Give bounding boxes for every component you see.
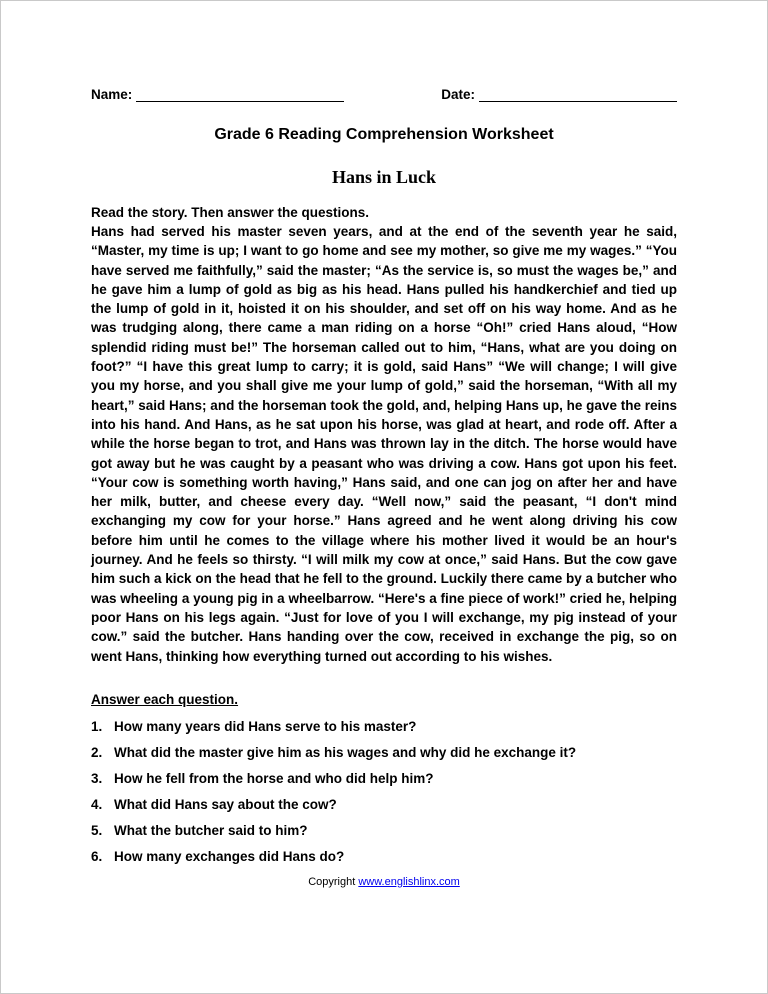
name-date-row — [91, 87, 677, 102]
question-number: 2. — [91, 744, 103, 760]
question-text: How he fell from the horse and who did help him? — [114, 770, 434, 786]
date-field — [441, 87, 677, 102]
question-number: 3. — [91, 770, 103, 786]
question-text: What the butcher said to him? — [114, 822, 308, 838]
date-label: Date: — [441, 87, 475, 102]
question-text: How many years did Hans serve to his master? — [114, 718, 417, 734]
footer — [91, 876, 677, 888]
question-item — [91, 798, 677, 812]
copyright-label: Copyright — [308, 875, 359, 888]
date-blank-line — [479, 87, 677, 102]
question-item — [91, 720, 677, 734]
worksheet-title: Grade 6 Reading Comprehension Worksheet — [214, 126, 554, 143]
story-title: Hans in Luck — [331, 167, 437, 187]
questions-heading: Answer each question. — [91, 691, 239, 707]
question-number: 1. — [91, 718, 103, 734]
question-item — [91, 824, 677, 838]
name-blank-line — [136, 87, 344, 102]
question-item — [91, 772, 677, 786]
instructions-text: Read the story. Then answer the questions. — [91, 205, 370, 220]
question-number: 5. — [91, 822, 103, 838]
question-text: How many exchanges did Hans do? — [114, 848, 345, 864]
question-text: What did the master give him as his wages and why did he exchange it? — [114, 744, 577, 760]
question-item — [91, 746, 677, 760]
question-number: 6. — [91, 848, 103, 864]
story-text: Hans had served his master seven years, and at the end of the seventh year he said, “Master, my time is up; I want to go home and see my mother, so give me my wages.” “You have served me faithfully,” said the master; “As the service is, so must the wages be,” and he gave him a lump of gold as big as his head. Hans pulled his handkerchief and tied up the lump of gold in it, hoisted it on his shoulder, and set off on his way home. And as he was trudging along, there came a man riding on a horse “Oh!” cried Hans aloud, “How splendid riding must be!” The horseman called out to him, “Hans, what are you doing on foot?” “I have this great lump to carry; it is gold, said Hans” “We will change; I will give you my horse, and you shall give me your lump of gold,” said the horseman, “With all my heart,” said Hans; and the horseman took the gold, and, helping Hans up, he gave the reins into his hand. And Hans, as he sat upon his horse, was glad at heart, and rode off. After a while the horse began to trot, and Hans was thrown lay in the ditch. The horse would have got away but he was caught by a peasant who was driving a cow. Hans got upon his feet. “Your cow is something worth having,” Hans said, and one can jog on after her and have her milk, butter, and cheese every day. “Well now,” said the peasant, “I don't mind exchanging my cow for your horse.” Hans agreed and he went along driving his cow before him until he comes to the village where his mother lived it would be an hour's journey. And he feels so thirsty. “I will milk my cow at once,” said Hans. But the cow gave him such a kick on the head that he fell to the ground. Luckily there came by a butcher who was wheeling a young pig in a wheelbarrow. “Here's a fine piece of work!” cried he, helping poor Hans on his legs again. “Just for love of you I will exchange, my pig instead of your cow.” said the butcher. Hans handing over the cow, received in exchange the pig, so on went Hans, thinking how everything turned out according to his wishes. — [91, 224, 677, 664]
questions-list — [91, 720, 677, 864]
question-number: 4. — [91, 796, 103, 812]
question-text: What did Hans say about the cow? — [114, 796, 337, 812]
name-label: Name: — [91, 87, 133, 102]
name-field — [91, 87, 344, 102]
question-item — [91, 850, 677, 864]
copyright-link[interactable]: www.englishlinx.com — [358, 875, 460, 888]
